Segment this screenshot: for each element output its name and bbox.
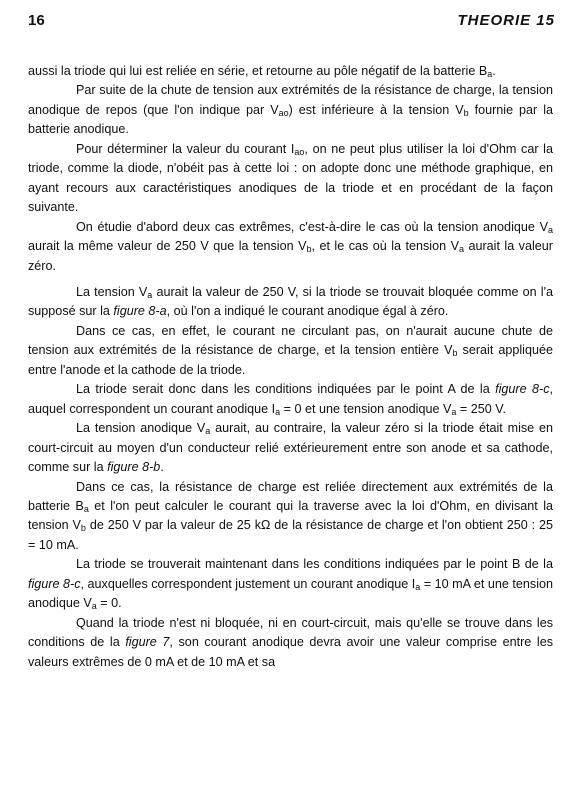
subscript: b <box>463 107 469 118</box>
subscript: a <box>205 426 211 437</box>
subscript: a <box>147 289 153 300</box>
figure-reference: figure 8-c <box>28 576 81 591</box>
paragraph: La triode serait donc dans les conditions indiquées par le point A de la figure 8-c, auquel correspondent un courant anodique $I_a = 0$ et une tension anodique $V_a = 250$ V. <box>28 382 553 417</box>
figure-reference: figure 7 <box>125 635 170 650</box>
paragraph: Dans ce cas, en effet, le courant ne circulant pas, on n'aurait aucune chute de tension aux extrémités de la résistance de charge, et la tension entière $V_b$ serait appliquée entre l'anode et la cathode de la triode. <box>28 323 553 377</box>
subscript: a <box>451 406 457 417</box>
subscript: ao <box>294 146 305 157</box>
figure-reference: figure 8-c <box>495 382 550 397</box>
paragraph: La tension $V_a$ aurait la valeur de 250 V, si la triode se trouvait bloquée comme on l'a supposé sur la figure 8-a, où l'on a indiqué le courant anodique égal à zéro. <box>28 284 553 319</box>
subscript: a <box>487 69 493 79</box>
paragraph: Dans ce cas, la résistance de charge est reliée directement aux extrémités de la batterie $B_a$ et l'on peut calculer le courant qui la traverse avec la loi d'Ohm, en divisant la tension $V_b$ de 250 V par la valeur de 25 kΩ de la résistance de charge et l'on obtient 250 : 25 = 10 mA. <box>28 479 553 552</box>
subscript: b <box>80 523 86 534</box>
subscript: a <box>275 406 281 417</box>
subscript: ao <box>278 107 289 118</box>
figure-reference: figure 8-b <box>107 460 161 475</box>
running-title: THEORIE 15 <box>457 12 555 29</box>
figure-reference: figure 8-a <box>113 304 167 319</box>
subscript: a <box>83 503 89 514</box>
page-header <box>28 12 555 34</box>
paragraph: La triode se trouverait maintenant dans les conditions indiquées par le point B de la figure 8-c, auxquelles correspondent justement un courant anodique $I_a = 10$ mA et une tension anodique $V_a = 0$. <box>28 557 553 612</box>
paragraph: Par suite de la chute de tension aux extrémités de la résistance de charge, la tension anodique de repos (que l'on indique par $V_{ao}$) est inférieure à la tension $V_b$ fournie par la batterie anodique. <box>28 83 553 137</box>
paragraph: Pour déterminer la valeur du courant $I_{ao}$, on ne peut plus utiliser la loi d'Ohm car la triode, comme la diode, n'obéit pas à cette loi : on adopte donc une méthode graphique, en ayant recours aux caractéristiques anodiques de la triode et en procédant de la façon suivante. <box>28 141 553 215</box>
subscript: a <box>547 224 553 235</box>
page-number: 16 <box>28 12 45 29</box>
paragraph: La tension anodique $V_a$ aurait, au contraire, la valeur zéro si la triode était mise en court-circuit au moyen d'un conducteur relié extérieurement entre son anode et sa cathode, comme sur la figure 8-b. <box>28 421 553 475</box>
subscript: a <box>458 244 464 255</box>
subscript: b <box>452 348 458 359</box>
body-text <box>28 62 553 672</box>
subscript: b <box>306 244 312 255</box>
paragraph: Quand la triode n'est ni bloquée, ni en court-circuit, mais qu'elle se trouve dans les conditions de la figure 7, son courant anodique devra avoir une valeur comprise entre les valeurs extrêmes de 0 mA et de 10 mA et sa <box>28 615 553 669</box>
subscript: a <box>91 601 97 612</box>
paragraph: On étudie d'abord deux cas extrêmes, c'est-à-dire le cas où la tension anodique $V_a$ aurait la même valeur de 250 V que la tension $V_b$, et le cas où la tension $V_a$ aurait la valeur zéro. <box>28 219 553 273</box>
paragraph: aussi la triode qui lui est reliée en série, et retourne au pôle négatif de la batterie $B_a$. <box>28 64 496 79</box>
subscript: a <box>415 581 421 592</box>
